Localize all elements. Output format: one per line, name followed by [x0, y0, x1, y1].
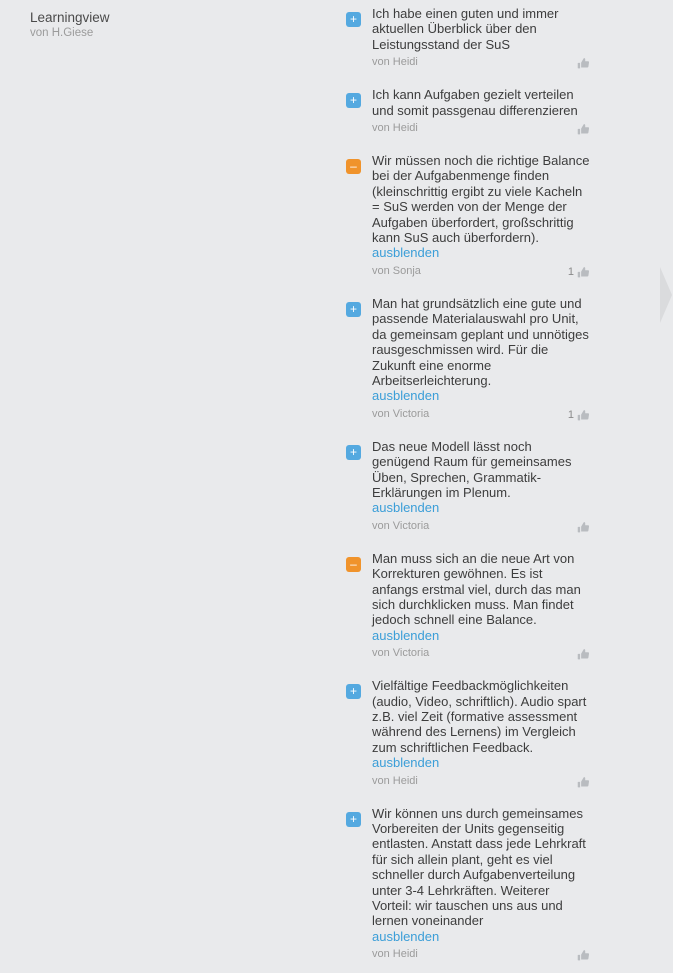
card-author: von Heidi [372, 948, 418, 961]
hide-link[interactable]: ausblenden [372, 755, 440, 771]
card-text [372, 153, 590, 261]
card-footer [372, 407, 590, 423]
thumbs-up-icon[interactable] [577, 123, 590, 136]
feedback-card[interactable] [346, 433, 626, 539]
badge-glyph: + [349, 93, 357, 108]
plus-icon [346, 812, 361, 827]
feedback-card[interactable] [346, 0, 626, 75]
card-footer [372, 519, 590, 535]
hide-link[interactable]: ausblenden [372, 928, 440, 944]
like-control[interactable] [574, 947, 590, 961]
feedback-card[interactable] [346, 672, 626, 793]
plus-icon [346, 302, 361, 317]
like-control[interactable] [568, 407, 590, 421]
card-author: von Victoria [372, 647, 430, 660]
hide-link[interactable]: ausblenden [372, 500, 440, 516]
like-control[interactable] [574, 121, 590, 135]
like-control[interactable] [574, 774, 590, 788]
card-text [372, 6, 590, 52]
card-author: von Heidi [372, 122, 418, 135]
thumbs-up-icon[interactable] [577, 521, 590, 534]
badge-glyph: + [349, 444, 357, 459]
card-body [346, 678, 626, 789]
badge-glyph: + [349, 684, 357, 699]
card-text-content: Das neue Modell lässt noch genügend Raum für gemeinsames Üben, Sprechen, Grammatik-Erklärungen im Plenum. [372, 438, 572, 500]
card-footer [372, 947, 590, 963]
card-body [346, 153, 626, 280]
card-footer [372, 55, 590, 71]
board-title: Learningview [30, 10, 110, 25]
like-control[interactable] [574, 55, 590, 69]
badge-glyph: + [349, 811, 357, 826]
card-text [372, 806, 590, 945]
board-left-panel [0, 0, 340, 807]
card-body [346, 806, 626, 964]
plus-icon [346, 93, 361, 108]
card-footer [372, 264, 590, 280]
card-text [372, 87, 590, 118]
badge-glyph: + [349, 301, 357, 316]
hide-link[interactable]: ausblenden [372, 627, 440, 643]
thumbs-up-icon[interactable] [577, 648, 590, 661]
card-author: von Heidi [372, 56, 418, 69]
badge-glyph: – [350, 556, 357, 571]
like-control[interactable] [568, 264, 590, 278]
thumbs-up-icon[interactable] [577, 57, 590, 70]
card-author: von Victoria [372, 519, 430, 532]
thumbs-up-icon[interactable] [577, 266, 590, 279]
feedback-card[interactable] [346, 290, 626, 427]
card-footer [372, 774, 590, 790]
card-text [372, 439, 590, 516]
thumbs-up-icon[interactable] [577, 776, 590, 789]
card-footer [372, 121, 590, 137]
hide-link[interactable]: ausblenden [372, 245, 440, 261]
card-text [372, 678, 590, 770]
card-author: von Victoria [372, 407, 430, 420]
card-text-content: Man hat grundsätzlich eine gute und passende Materialauswahl pro Unit, da gemeinsam geplant und unnötiges rausgeschmissen wird. Für die Zukunft eine enorme Arbeitserleichterung. [372, 295, 589, 388]
minus-icon [346, 159, 361, 174]
card-author: von Heidi [372, 774, 418, 787]
like-control[interactable] [574, 646, 590, 660]
badge-glyph: – [350, 159, 357, 174]
card-author: von Sonja [372, 264, 421, 277]
thumbs-up-icon[interactable] [577, 949, 590, 962]
minus-icon [346, 557, 361, 572]
card-text-content: Wir können uns durch gemeinsames Vorbereiten der Units gegenseitig entlasten. Anstatt dass jede Lehrkraft für sich allein plant, geht es viel schneller durch Aufgabenverteilung unter 3-4 Lehrkräften. Weiterer Vorteil: wir tauschen uns aus und lernen voneinander [372, 805, 586, 929]
board-author: von H.Giese [30, 27, 94, 39]
card-footer [372, 646, 590, 662]
card-text-content: Wir müssen noch die richtige Balance bei der Aufgabenmenge finden (kleinschrittig ergibt zu viele Kacheln = SuS werden von der Menge der Aufgaben überfordert, großschrittig kann SuS auch überfordern). [372, 153, 590, 246]
thumbs-up-icon[interactable] [577, 409, 590, 422]
feedback-card[interactable] [346, 545, 626, 666]
card-body [346, 551, 626, 662]
card-body [346, 6, 626, 71]
card-text-content: Vielfältige Feedbackmöglichkeiten (audio, Video, schriftlich). Audio spart z.B. viel Zeit (formative assessment während des Lernens) im Vergleich zum schriftlichen Feedback. [372, 678, 587, 755]
card-text-content: Ich kann Aufgaben gezielt verteilen und somit passgenau differenzieren [372, 87, 578, 118]
feedback-card[interactable] [346, 81, 626, 141]
badge-glyph: + [349, 12, 357, 26]
card-column [346, 0, 626, 973]
feedback-card[interactable] [346, 147, 626, 284]
card-text-content: Ich habe einen guten und immer aktuellen Überblick über den Leistungsstand der SuS [372, 6, 559, 52]
hide-link[interactable]: ausblenden [372, 388, 440, 404]
plus-icon [346, 12, 361, 27]
plus-icon [346, 684, 361, 699]
card-text-content: Man muss sich an die neue Art von Korrekturen gewöhnen. Es ist anfangs erstmal viel, durch das man sich durchklicken muss. Man findet jedoch schnell eine Balance. [372, 550, 581, 628]
plus-icon [346, 445, 361, 460]
card-text [372, 551, 590, 643]
card-text [372, 296, 590, 404]
next-page-arrow[interactable] [659, 266, 673, 324]
feedback-card[interactable] [346, 800, 626, 968]
card-body [346, 439, 626, 535]
card-body [346, 296, 626, 423]
like-count: 1 [567, 266, 574, 279]
like-count: 1 [567, 409, 574, 422]
card-body [346, 87, 626, 137]
like-control[interactable] [574, 519, 590, 533]
